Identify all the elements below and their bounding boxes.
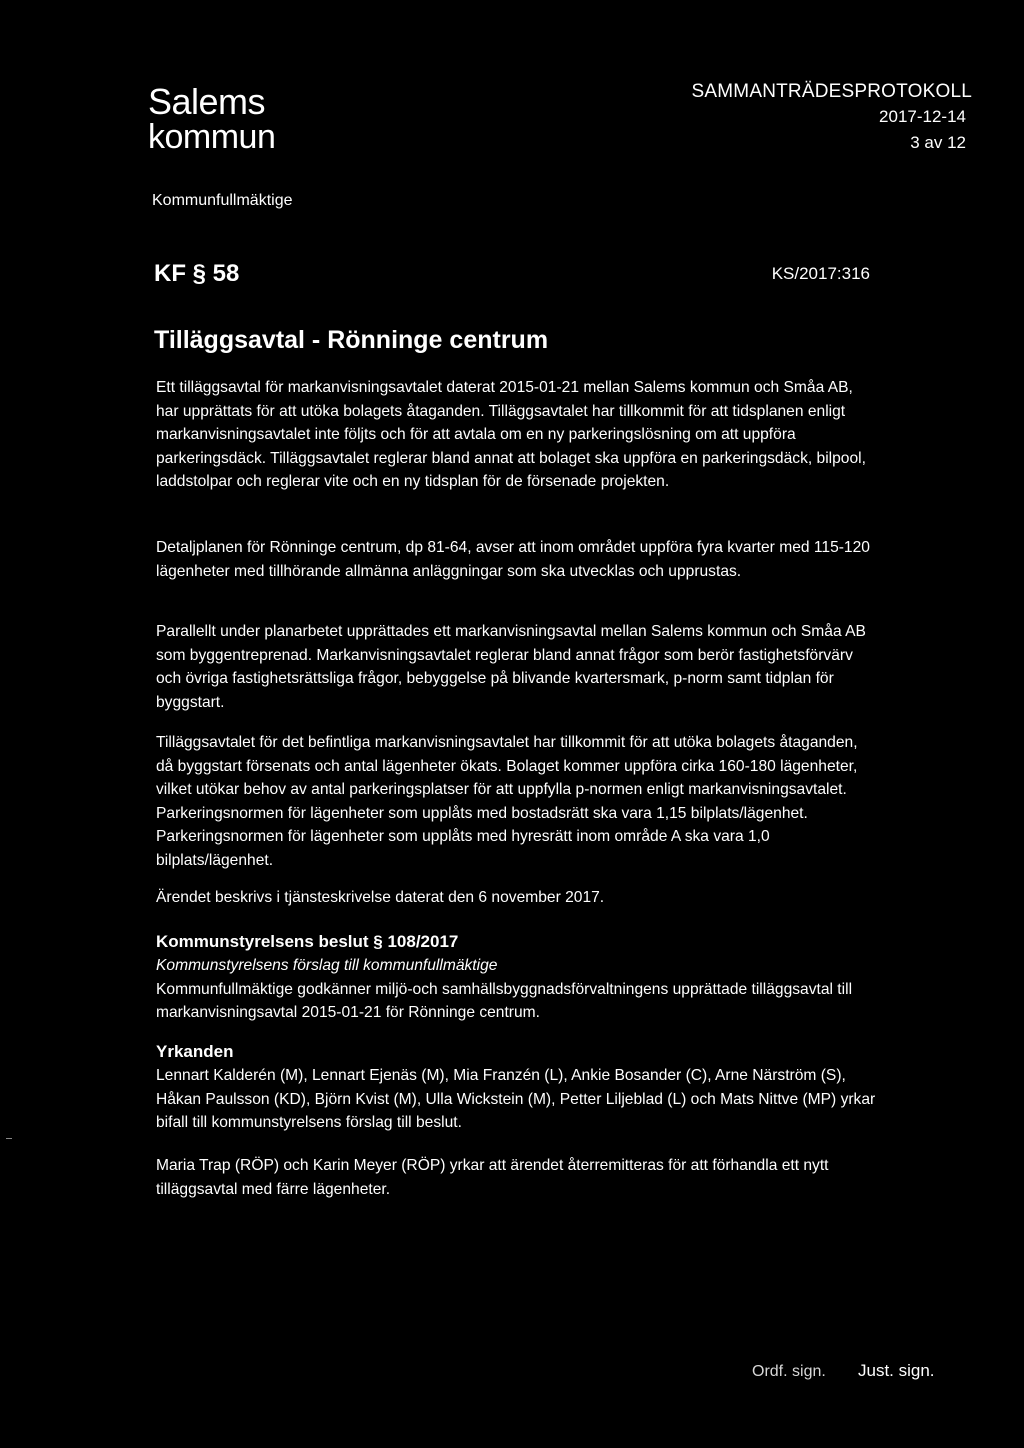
body-paragraph-2 — [156, 536, 876, 583]
decision-heading: Kommunstyrelsens beslut § 108/2017 — [156, 932, 459, 951]
document-date: 2017-12-14 — [879, 107, 966, 126]
body-text: Ärendet beskrivs i tjänsteskrivelse daterat den 6 november 2017. — [156, 889, 605, 906]
org-name-line1: Salems — [148, 81, 266, 122]
motions-text-2: Maria Trap (RÖP) och Karin Meyer (RÖP) yrkar att ärendet återremitteras för att förhandla ett nytt tilläggsavtal med färre lägenheter. — [156, 1157, 829, 1198]
decision-section — [156, 930, 876, 1025]
body-text: Parallellt under planarbetet upprättades ett markanvisningsavtal mellan Salems kommun och Småa AB som byggentreprenad. Markanvisningsavtalet reglerar bland annat frågor som berör fastighetsförvärv och övriga fastighetsrättsliga frågor, bebyggelse på blivande kvartersmark, p-norm samt tidplan för byggstart. — [156, 623, 866, 711]
chair-signature-label: Ordf. sign. — [752, 1363, 826, 1380]
body-text: Ett tilläggsavtal för markanvisningsavtalet daterat 2015-01-21 mellan Salems kommun och Småa AB, har upprättats för att utöka bolagets åtaganden. Tilläggsavtalet har tillkommit för att tidsplanen enligt markanvisningsavtalet inte följts och för att avtala om en ny parkeringslösning om att uppföra parkeringsdäck. Tilläggsavtalet reglerar bland annat att bolaget ska uppföra en parkeringsdäck, bilpool, laddstolpar och reglerar vite och en ny tidsplan för de försenade projekten. — [156, 379, 866, 491]
org-name-line2: kommun — [148, 118, 276, 156]
page-title: Tilläggsavtal - Rönninge centrum — [154, 326, 549, 354]
case-number: KS/2017:316 — [771, 264, 870, 283]
document-type: SAMMANTRÄDESPROTOKOLL — [691, 81, 972, 102]
decision-subheading: Kommunstyrelsens förslag till kommunfullmäktige — [156, 957, 498, 974]
decision-text: Kommunfullmäktige godkänner miljö-och samhällsbyggnadsförvaltningens upprättade tilläggsavtal till markanvisningsavtal 2015-01-21 för Rönninge centrum. — [156, 980, 853, 1022]
body-paragraph-4 — [156, 731, 876, 873]
committee-name: Kommunfullmäktige — [152, 192, 293, 209]
paragraph-number: KF § 58 — [154, 260, 240, 287]
page-number: 3 av 12 — [910, 133, 966, 152]
body-paragraph-1 — [156, 376, 876, 494]
body-text: Tilläggsavtalet för det befintliga markanvisningsavtalet har tillkommit för att utöka bolagets åtaganden, då byggstart försenats och antal lägenheter ökats. Bolaget kommer uppföra cirka 160-180 lägenheter, vilket utökar behov av antal parkeringsplatser för att uppfylla p-normen enligt markanvisningsavtalet. Parkeringsnormen för lägenheter som upplåts med bostadsrätt ska vara 1,15 bilplats/lägenhet. Parkeringsnormen för lägenheter som upplåts med hyresrätt inom område A ska vara 1,0 bilplats/lägenhet. — [156, 734, 858, 869]
body-paragraph-3 — [156, 620, 876, 714]
adjuster-signature-label: Just. sign. — [858, 1361, 935, 1380]
motions-section — [156, 1040, 876, 1135]
body-text: Detaljplanen för Rönninge centrum, dp 81-64, avser att inom området uppföra fyra kvarter med 115-120 lägenheter med tillhörande allmänna anläggningar som ska utvecklas och upprustas. — [156, 539, 870, 580]
motions-paragraph-2 — [156, 1154, 876, 1201]
margin-mark — [6, 1138, 12, 1139]
motions-heading: Yrkanden — [156, 1042, 234, 1061]
motions-text: Lennart Kalderén (M), Lennart Ejenäs (M), Mia Franzén (L), Ankie Bosander (C), Arne Närström (S), Håkan Paulsson (KD), Björn Kvist (M), Ulla Wickstein (M), Petter Liljeblad (L) och Mats Nittve (MP) yrkar bifall till kommunstyrelsens förslag till beslut. — [156, 1067, 876, 1132]
body-paragraph-5 — [156, 886, 876, 910]
